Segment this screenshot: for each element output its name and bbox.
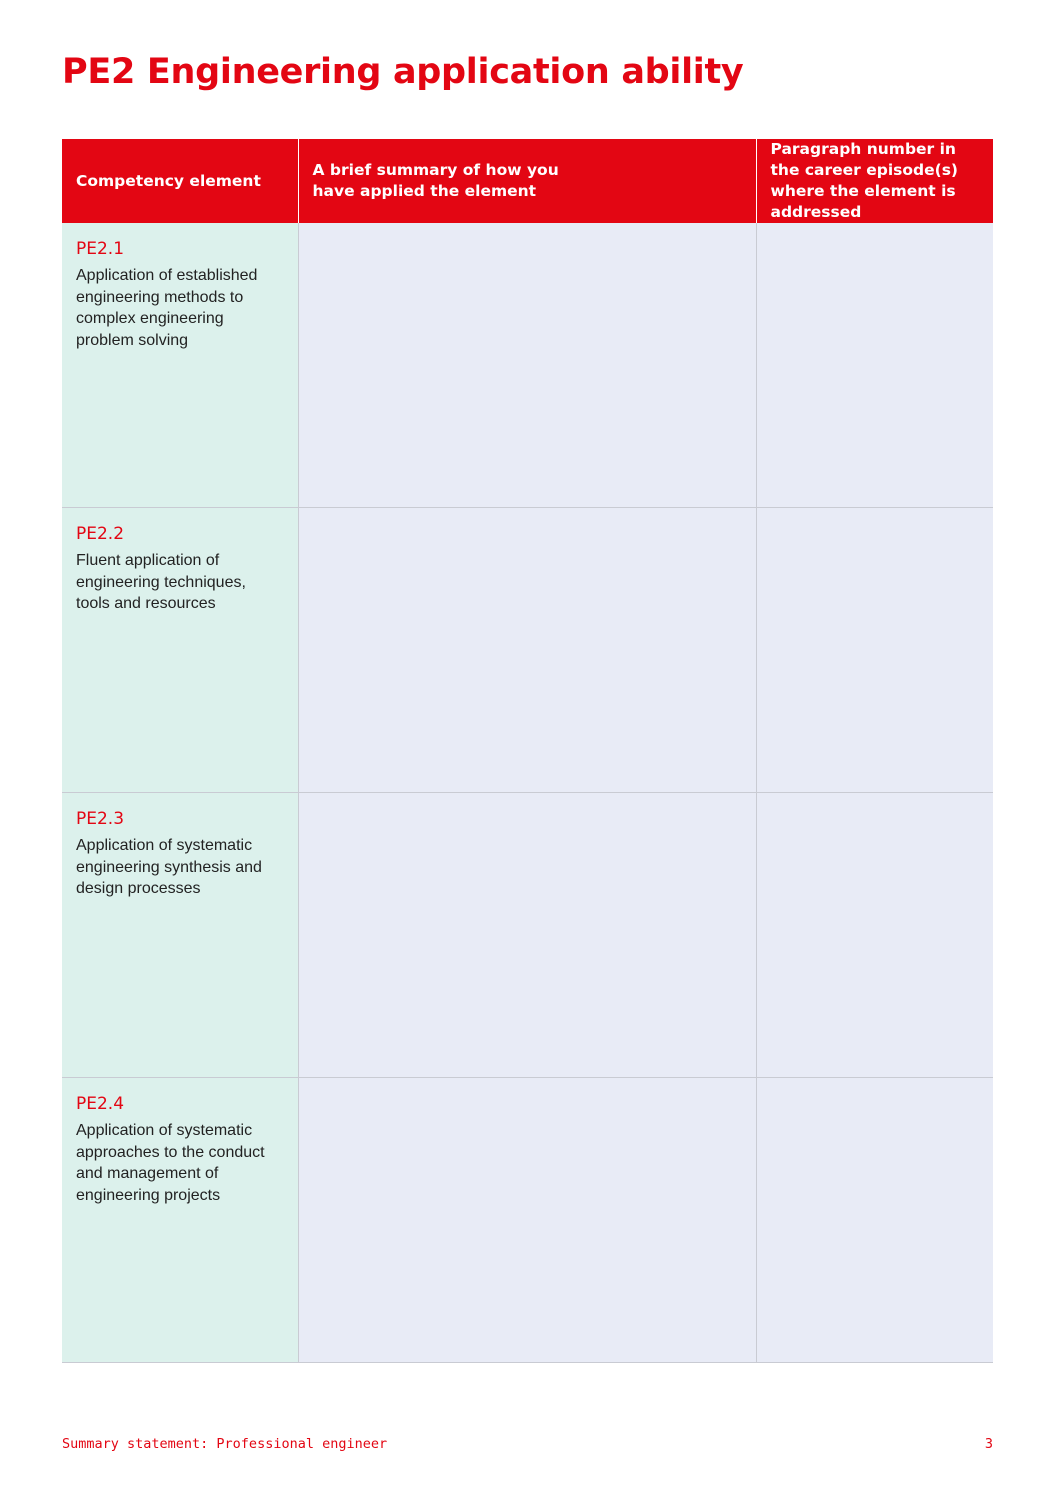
table-row — [62, 508, 993, 793]
competency-code: PE2.3 — [76, 809, 125, 829]
competency-cell — [62, 223, 298, 508]
table-header-row — [62, 139, 993, 223]
header-paragraph-number: Paragraph number in the career episode(s) where the element is addressed — [756, 139, 993, 223]
competency-description: Application of established engineering methods to complex engineering problem solving — [76, 267, 258, 349]
paragraph-number-cell[interactable] — [756, 793, 993, 1078]
paragraph-number-cell[interactable] — [756, 223, 993, 508]
paragraph-number-cell[interactable] — [756, 1078, 993, 1363]
table-row — [62, 223, 993, 508]
competency-cell — [62, 508, 298, 793]
page-title: PE2 Engineering application ability — [62, 52, 744, 92]
summary-cell[interactable] — [298, 1078, 756, 1363]
table-row — [62, 793, 993, 1078]
competency-cell — [62, 793, 298, 1078]
header-competency-element: Competency element — [62, 139, 298, 223]
competency-description: Application of systematic engineering synthesis and design processes — [76, 837, 262, 897]
competency-description: Application of systematic approaches to the conduct and management of engineering projects — [76, 1122, 265, 1204]
competency-code: PE2.1 — [76, 239, 125, 259]
competency-description: Fluent application of engineering techniques, tools and resources — [76, 552, 246, 612]
paragraph-number-cell[interactable] — [756, 508, 993, 793]
footer-document-title: Summary statement: Professional engineer — [62, 1436, 388, 1452]
summary-cell[interactable] — [298, 793, 756, 1078]
page-number: 3 — [984, 1436, 993, 1452]
competency-code: PE2.2 — [76, 524, 125, 544]
competency-code: PE2.4 — [76, 1094, 125, 1114]
competency-cell — [62, 1078, 298, 1363]
competency-table — [62, 139, 993, 1363]
summary-cell[interactable] — [298, 223, 756, 508]
header-summary: A brief summary of how you have applied the element — [298, 139, 756, 223]
table-row — [62, 1078, 993, 1363]
summary-cell[interactable] — [298, 508, 756, 793]
